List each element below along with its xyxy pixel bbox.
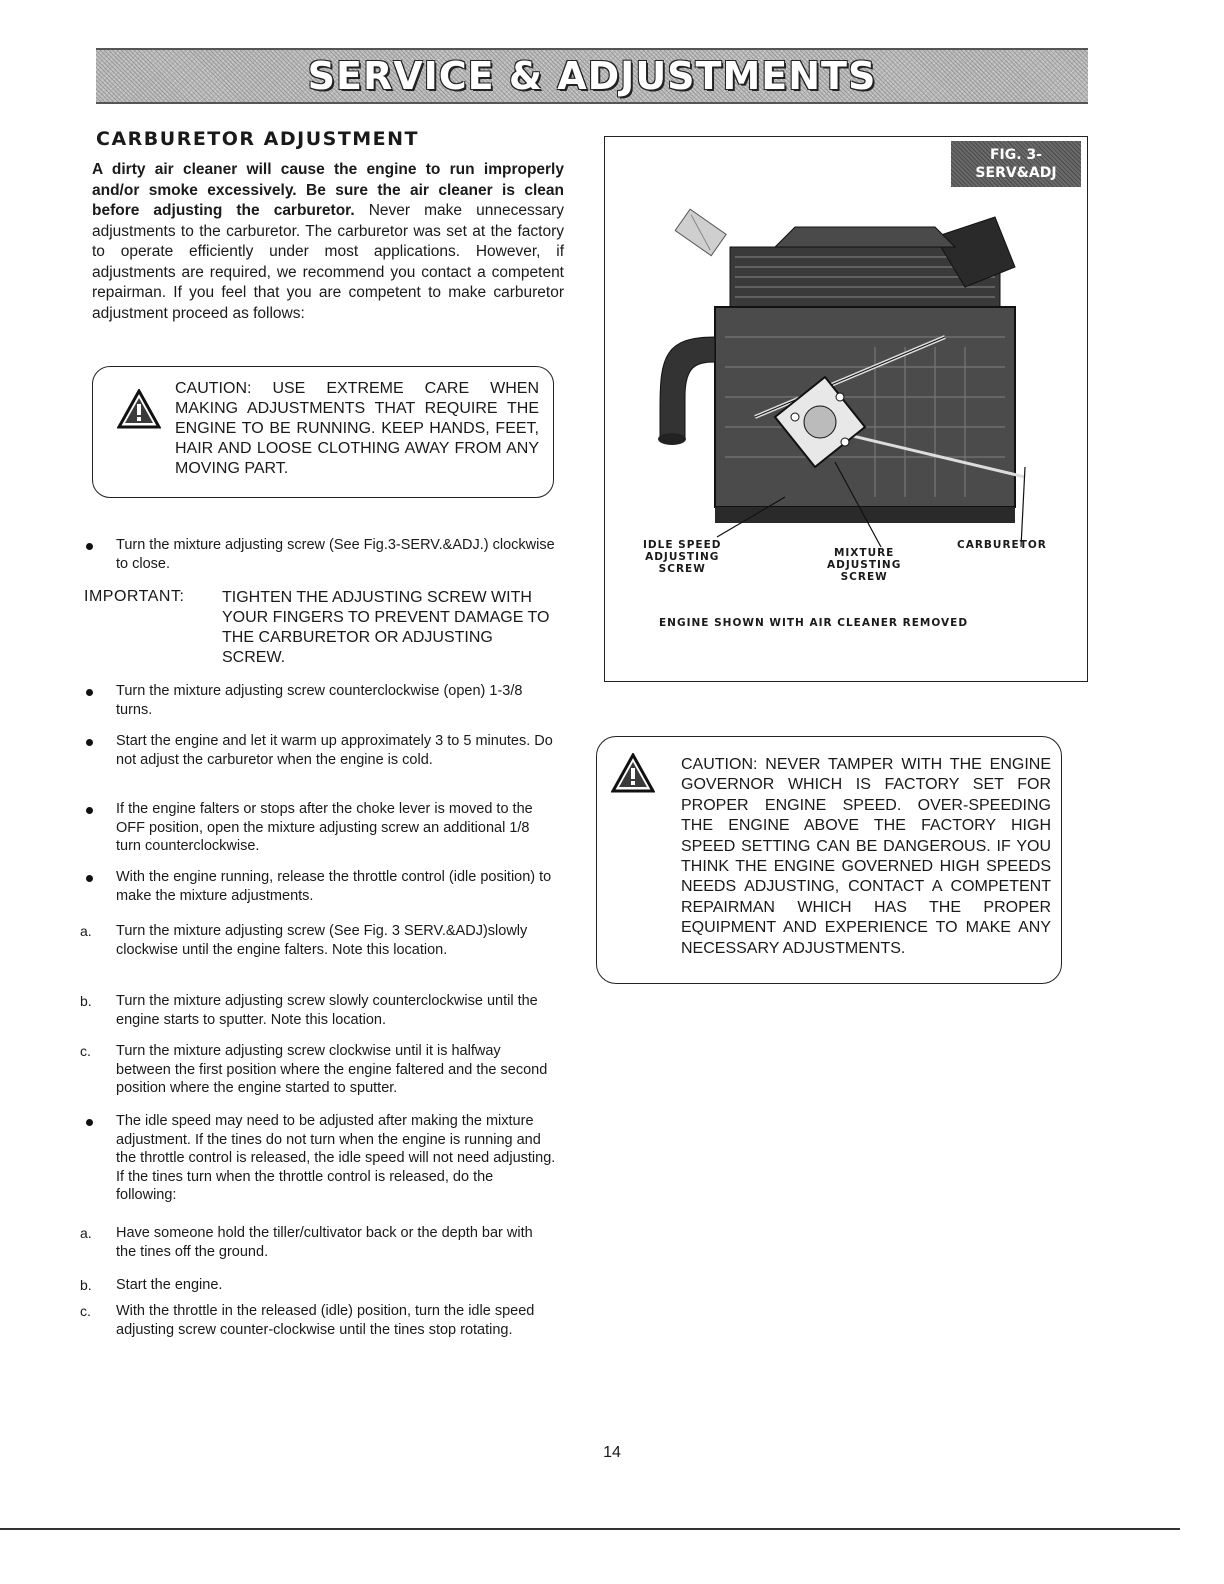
- bullet-icon: [80, 800, 104, 819]
- step-text: The idle speed may need to be adjusted after making the mixture adjustment. If the tines do not turn when the engine is running and the throttle control is released, the idle speed will not need adjusting. If the tines turn when the throttle control is released, do the following:: [116, 1113, 556, 1203]
- step-text: Turn the mixture adjusting screw clockwise until it is halfway between the first position where the engine faltered and the second position where the engine started to sputter.: [116, 1043, 548, 1096]
- caution-text: CAUTION: USE EXTREME CARE WHEN MAKING ADJUSTMENTS THAT REQUIRE THE ENGINE TO BE RUNNING. KEEP HANDS, FEET, HAIR AND LOOSE CLOTHING AWAY FROM ANY MOVING PART.: [175, 380, 539, 477]
- callout-carburetor: CARBURETOR: [957, 539, 1047, 551]
- step-text: If the engine falters or stops after the choke lever is moved to the OFF position, open the mixture adjusting screw an additional 1/8 turn counterclockwise.: [116, 801, 533, 854]
- intro-paragraph: [92, 160, 564, 324]
- list-marker: b.: [80, 993, 92, 1009]
- callout-mixture-screw: MIXTURE ADJUSTING SCREW: [827, 547, 902, 583]
- step-text: Start the engine and let it warm up approximately 3 to 5 minutes. Do not adjust the carburetor when the engine is cold.: [116, 733, 553, 768]
- list-marker: a.: [80, 1225, 92, 1241]
- banner-title: SERVICE & ADJUSTMENTS: [307, 54, 877, 98]
- figure-caption: ENGINE SHOWN WITH AIR CLEANER REMOVED: [659, 617, 969, 629]
- step-text: Turn the mixture adjusting screw (See Fig.3-SERV.&ADJ.) clockwise to close.: [116, 537, 555, 572]
- step-text: With the throttle in the released (idle) position, turn the idle speed adjusting screw counter-clockwise until the tines stop rotating.: [116, 1303, 535, 1338]
- caution-box-moving-parts: [92, 366, 554, 498]
- step-text: Start the engine.: [116, 1277, 223, 1293]
- important-label: IMPORTANT:: [84, 588, 185, 605]
- step-text: Turn the mixture adjusting screw counterclockwise (open) 1-3/8 turns.: [116, 683, 523, 718]
- intro-text: Never make unnecessary adjustments to the carburetor. The carburetor was set at the factory to operate efficiently under most applications. However, if adjustments are required, we recommend you contact a competent repairman. If you feel that you are competent to make carburetor adjustment proceed as follows:: [92, 202, 564, 322]
- page-number: 14: [603, 1444, 621, 1461]
- warning-triangle-icon: [611, 753, 655, 793]
- list-marker: c.: [80, 1303, 91, 1319]
- list-marker: a.: [80, 923, 92, 939]
- bullet-icon: [80, 732, 104, 751]
- bullet-icon: [80, 868, 104, 887]
- bullet-icon: [80, 1112, 104, 1131]
- important-text: TIGHTEN THE ADJUSTING SCREW WITH YOUR FINGERS TO PREVENT DAMAGE TO THE CARBURETOR OR ADJUSTING SCREW.: [222, 589, 550, 666]
- intro-bold-text: A dirty air cleaner will cause the engine to run improperly and/or smoke excessively. Be sure the air cleaner is clean before adjusting the carburetor.: [92, 161, 564, 219]
- callout-idle-speed-screw: IDLE SPEED ADJUSTING SCREW: [643, 539, 722, 575]
- engine-figure: [604, 136, 1088, 682]
- bullet-icon: [80, 682, 104, 701]
- section-title: CARBURETOR ADJUSTMENT: [96, 128, 420, 150]
- step-text: Turn the mixture adjusting screw (See Fig. 3 SERV.&ADJ)slowly clockwise until the engine falters. Note this location.: [116, 923, 528, 958]
- list-marker: c.: [80, 1043, 91, 1059]
- bullet-icon: [80, 536, 104, 555]
- engine-illustration: [635, 207, 1055, 547]
- list-marker: b.: [80, 1277, 92, 1293]
- figure-label: FIG. 3- SERV&ADJ: [951, 141, 1081, 187]
- caution-text: CAUTION: NEVER TAMPER WITH THE ENGINE GOVERNOR WHICH IS FACTORY SET FOR PROPER ENGINE SPEED. OVER-SPEEDING THE ENGINE ABOVE THE FACTORY HIGH SPEED SETTING CAN BE DANGEROUS. IF YOU THINK THE ENGINE GOVERNED HIGH SPEEDS NEEDS ADJUSTING, CONTACT A COMPETENT REPAIRMAN WHICH HAS THE PROPER EQUIPMENT AND EXPERIENCE TO MAKE ANY NECESSARY ADJUSTMENTS.: [681, 756, 1051, 957]
- step-text: Turn the mixture adjusting screw slowly counterclockwise until the engine starts to sputter. Note this location.: [116, 993, 538, 1028]
- warning-triangle-icon: [117, 389, 161, 429]
- bottom-divider: [0, 1528, 1180, 1530]
- step-text: With the engine running, release the throttle control (idle position) to make the mixture adjustments.: [116, 869, 552, 904]
- section-banner: [96, 48, 1088, 104]
- caution-box-governor: [596, 736, 1062, 984]
- step-text: Have someone hold the tiller/cultivator back or the depth bar with the tines off the ground.: [116, 1225, 533, 1260]
